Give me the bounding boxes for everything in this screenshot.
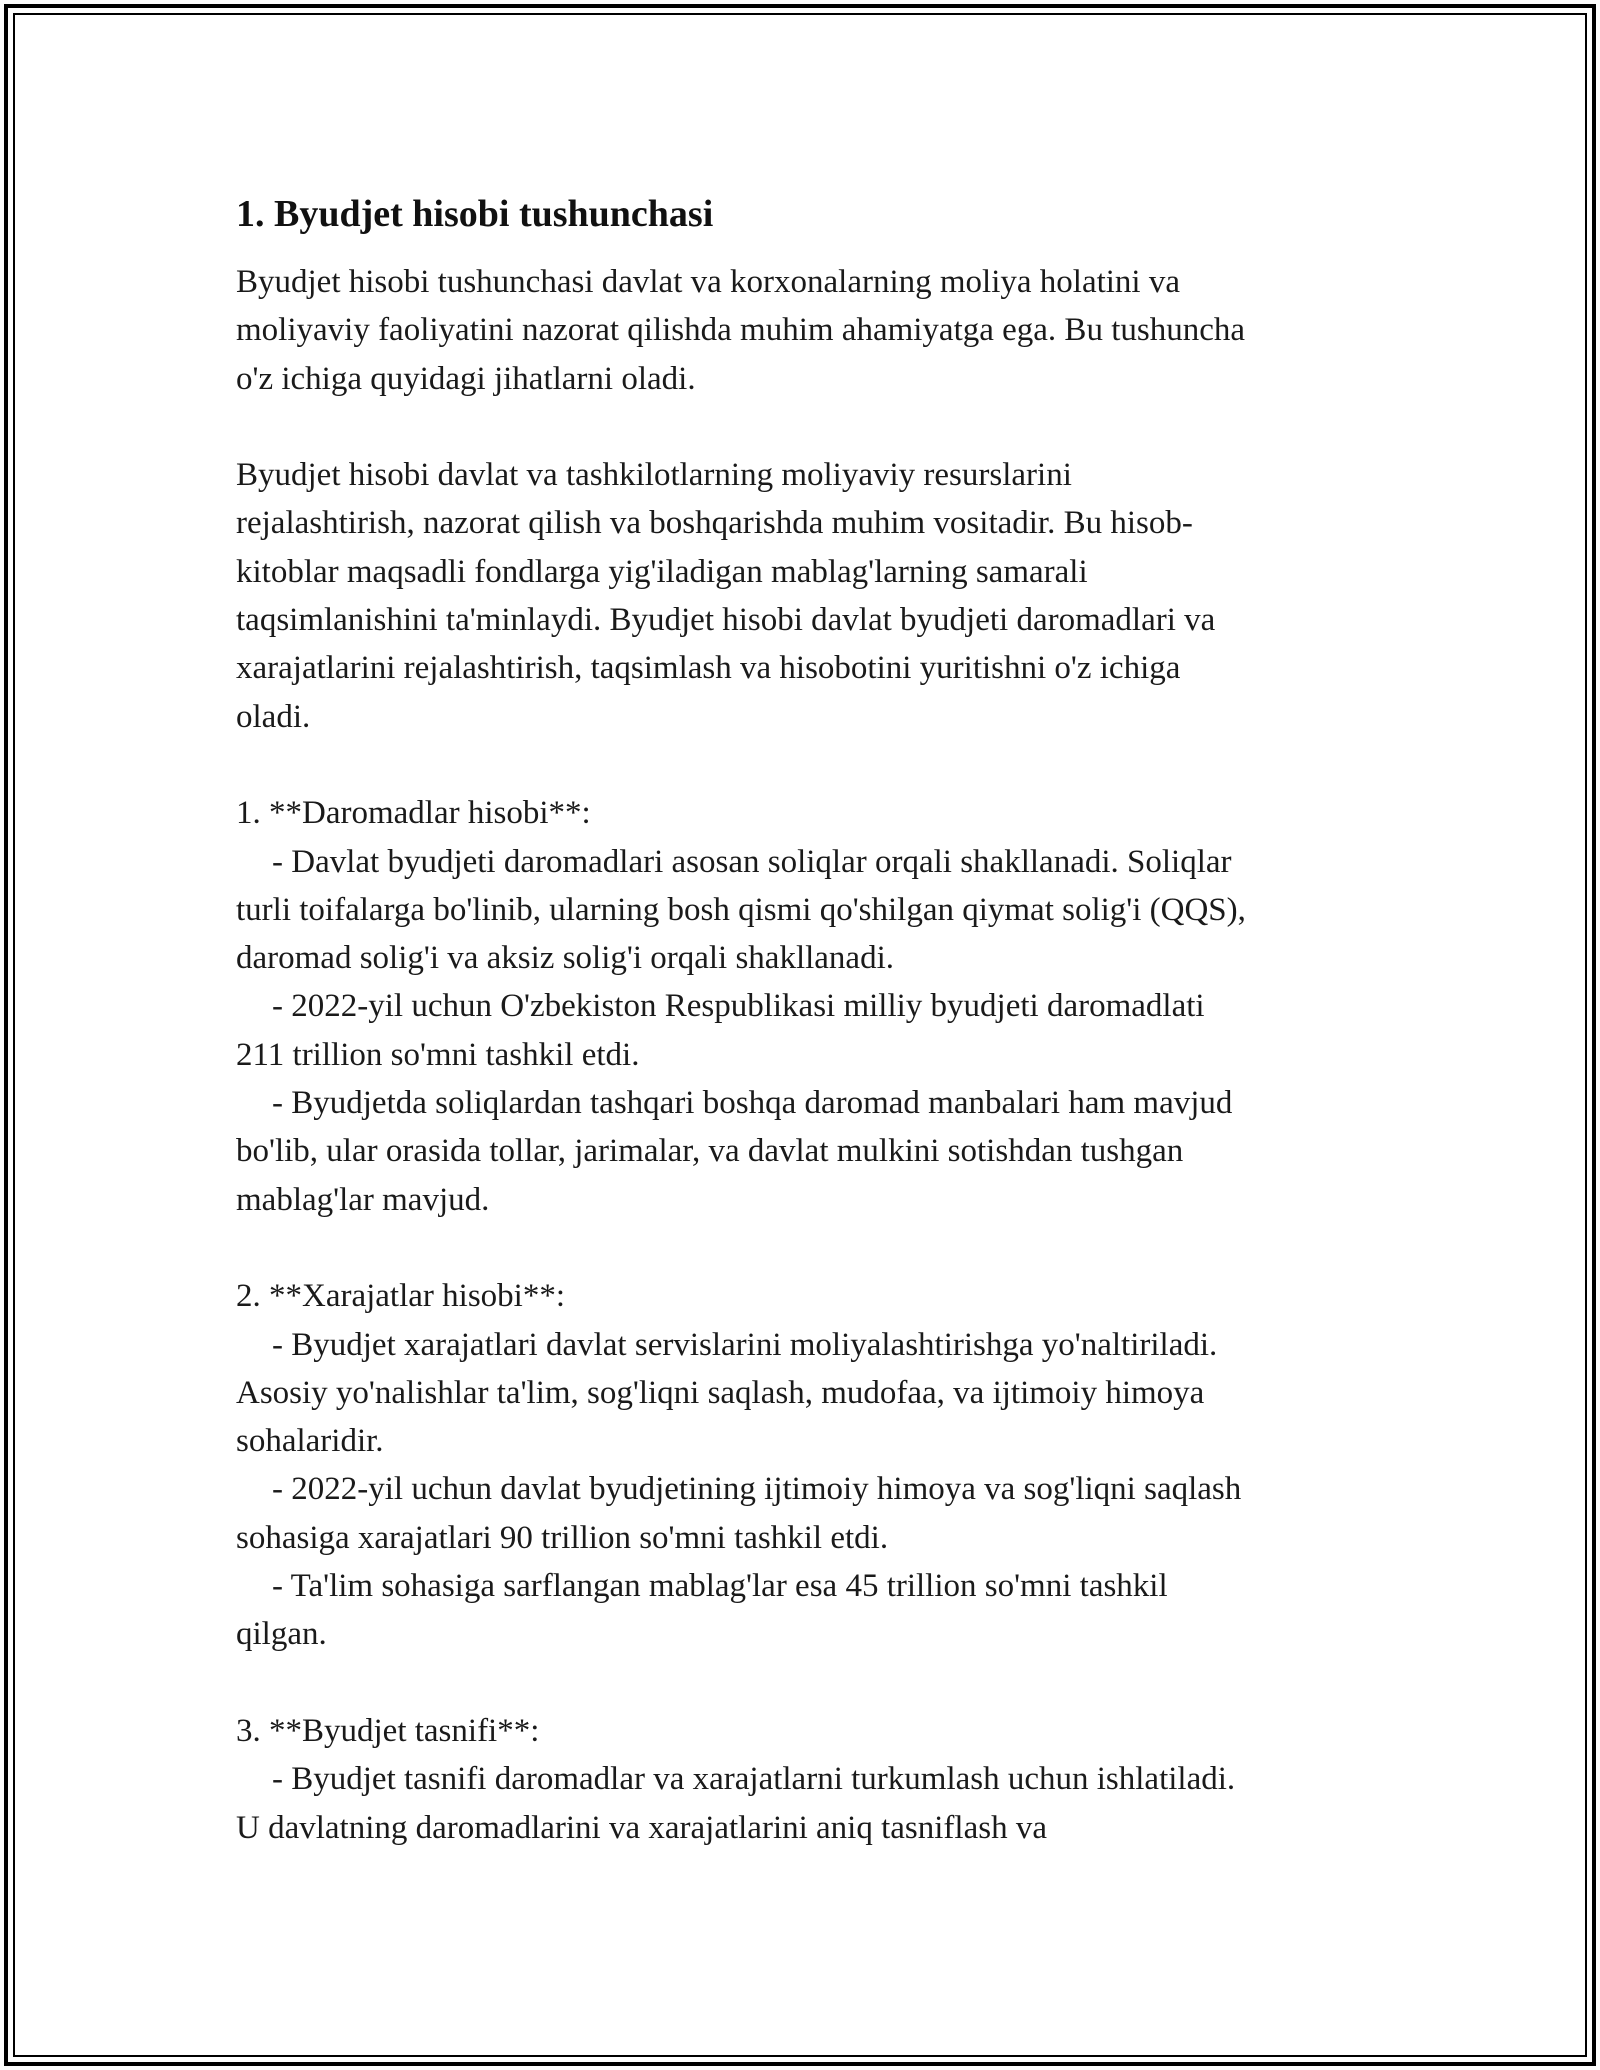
body-paragraph: Byudjet hisobi davlat va tashkilotlarning moliyaviy resurslarini rejalashtirish, nazorat qilish va boshqarishda muhim vositadir. Bu hisob- kitoblar maqsadli fondlarga yig'iladigan mablag'larning samarali taqsimlanishini ta'minlaydi. Byudjet hisobi davlat byudjeti daromadlari va xarajatlarini rejalashtirish, taqsimlash va hisobotini yuritishni o'z ichiga oladi.: [236, 457, 1216, 735]
paragraph-spacer: [236, 1659, 1366, 1707]
paragraph-spacer: [236, 403, 1366, 451]
list-item: - Byudjet tasnifi daromadlar va xarajatlarni turkumlash uchun ishlatiladi. U davlatning daromadlarini va xarajatlarini aniq tasniflash va: [236, 1761, 1236, 1846]
section-income: [236, 789, 1366, 1224]
list-item: - 2022-yil uchun O'zbekiston Respublikasi milliy byudjeti daromadlati 211 trillion so'mni tashkil etdi.: [236, 988, 1205, 1073]
section-title: 2. **Xarajatlar hisobi**:: [236, 1278, 566, 1315]
list-item: - Byudjetda soliqlardan tashqari boshqa daromad manbalari ham mavjud bo'lib, ular orasida tollar, jarimalar, va davlat mulkini sotishdan tushgan mablag'lar mavjud.: [236, 1085, 1233, 1218]
section-title: 1. **Daromadlar hisobi**:: [236, 795, 591, 832]
paragraph-spacer: [236, 1224, 1366, 1272]
list-item: - Ta'lim sohasiga sarflangan mablag'lar esa 45 trillion so'mni tashkil qilgan.: [236, 1568, 1168, 1653]
section-expenses: [236, 1272, 1366, 1658]
paragraph-spacer: [236, 741, 1366, 789]
list-item: - Davlat byudjeti daromadlari asosan soliqlar orqali shakllanadi. Soliqlar turli toifalarga bo'linib, ularning bosh qismi qo'shilgan qiymat solig'i (QQS), daromad solig'i va aksiz solig'i orqali shakllanadi.: [236, 843, 1246, 977]
document-heading: 1. Byudjet hisobi tushunchasi: [236, 193, 714, 235]
section-classification: [236, 1707, 1366, 1852]
document-page: [236, 190, 1366, 1852]
list-item: - 2022-yil uchun davlat byudjetining ijtimoiy himoya va sog'liqni saqlash sohasiga xarajatlari 90 trillion so'mni tashkil etdi.: [236, 1471, 1242, 1556]
section-title: 3. **Byudjet tasnifi**:: [236, 1712, 540, 1749]
intro-paragraph: Byudjet hisobi tushunchasi davlat va korxonalarning moliya holatini va moliyaviy faoliyatini nazorat qilishda muhim ahamiyatga ega. Bu tushuncha o'z ichiga quyidagi jihatlarni oladi.: [236, 264, 1245, 397]
list-item: - Byudjet xarajatlari davlat servislarini moliyalashtirishga yo'naltiriladi. Asosiy yo'nalishlar ta'lim, sog'liqni saqlash, mudofaa, va ijtimoiy himoya sohalaridir.: [236, 1326, 1218, 1460]
